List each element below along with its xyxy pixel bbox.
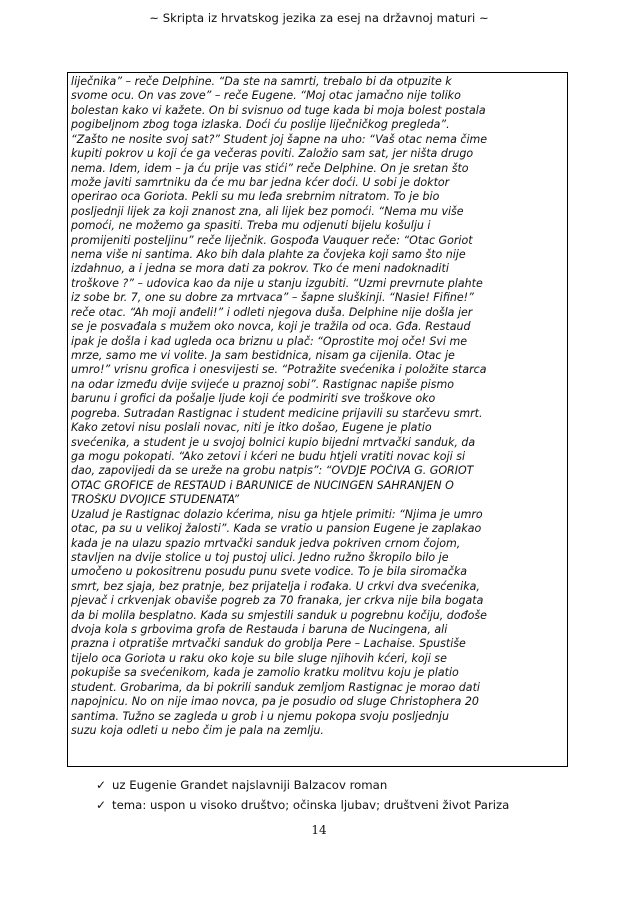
excerpt-line: napojnicu. No on nije imao novca, pa je posudio od sluge Christophera 20 [71, 695, 479, 709]
excerpt-line: svome ocu. On vas zove” – reče Eugene. “Moj otac jamačno nije toliko [71, 89, 461, 103]
excerpt-line: troškove ?” – udovica kao da nije u stanju izgubiti. “Uzmi prevrnute plahte [71, 276, 483, 290]
excerpt-line: posljednji lijek za koji znanost zna, ali lijek bez pomoći. “Nema mu više [71, 204, 464, 218]
excerpt-line: prazna i otpratiše mrtvački sanduk do groblja Pere – Lachaise. Spustiše [71, 637, 466, 651]
page-number: 14 [311, 823, 327, 837]
excerpt-line: dao, zapovijedi da se ureže na grobu natpis”: “OVDJE POČIVA G. GORIOT [71, 464, 474, 478]
excerpt-line: barunu i grofici da pošalje ljude koji će podmiriti sve troškove oko [71, 392, 436, 406]
excerpt-line: kupiti pokrov u koji će ga večeras poviti. Založio sam sat, jer ništa drugo [71, 147, 474, 161]
excerpt-line: stavljen na dvije stolice u toj pustoj ulici. Jedno ružno škropilo bilo je [71, 550, 449, 564]
excerpt-line: mrze, samo me vi volite. Ja sam bestidnica, nisam ga cijenila. Otac je [71, 349, 455, 363]
excerpt-line: Uzalud je Rastignac dolazio kćerima, nisu ga htjele primiti: “Njima je umro [71, 507, 483, 521]
page-header: ~ Skripta iz hrvatskog jezika za esej na državnoj maturi ~ [149, 11, 489, 25]
excerpt-line: suzu koja odleti u nebo čim je pala na zemlju. [71, 723, 324, 737]
note-text: uz Eugenie Grandet najslavniji Balzacov roman [112, 778, 388, 792]
excerpt-line: pokupiše sa svećenikom, kada je zamolio kratku molitvu koju je platio [71, 666, 459, 680]
excerpt-line: pogreba. Sutradan Rastignac i student medicine prijavili su starčevu smrt. [71, 406, 483, 420]
excerpt-line: tijelo oca Goriota u raku oko koje su bile sluge njihovih kćeri, koji se [71, 651, 447, 665]
notes-list [96, 775, 509, 815]
excerpt-line: reče otac. “Ah moji anđeli!” i odleti njegova duša. Delphine nije došla jer [71, 305, 473, 319]
checkmark-icon: ✓ [96, 798, 107, 812]
excerpt-line: smrt, bez sjaja, bez pratnje, bez prijatelja i rođaka. U crkvi dva svećenika, [71, 579, 480, 593]
excerpt-line: nema više ni santima. Ako bih dala plahte za čovjeka koji samo što nije [71, 248, 466, 262]
excerpt-line: student. Grobarima, da bi pokrili sanduk zemljom Rastignac je morao dati [71, 680, 480, 694]
excerpt-line: da bi molila besplatno. Kada su smjestili sanduk u pogrebnu kočiju, dođoše [71, 608, 487, 622]
excerpt-line: TROŠKU DVOJICE STUDENATA” [71, 493, 240, 507]
note-item [96, 775, 509, 795]
excerpt-line: ga mogu pokopati. “Ako zetovi i kćeri ne budu htjeli vratiti novac koji si [71, 449, 466, 463]
excerpt-line: promijeniti posteljinu” reče liječnik. Gospođa Vauquer reče: “Otac Goriot [71, 233, 473, 247]
excerpt-line: svećenika, a student je u svojoj bolnici kupio bijedni mrtvački sanduk, da [71, 435, 476, 449]
excerpt-line: bolestan kako vi kažete. On bi svisnuo od tuge kada bi moja bolest postala [71, 103, 486, 117]
excerpt-box [67, 72, 568, 767]
excerpt-line: “Zašto ne nosite svoj sat?” Student joj šapne na uho: “Vaš otac nema čime [71, 132, 488, 146]
excerpt-line: ipak je došla i kad ugleda oca briznu u plač: “Oprostite moj oče! Svi me [71, 334, 468, 348]
note-text: tema: uspon u visoko društvo; očinska ljubav; društveni život Pariza [112, 798, 510, 812]
excerpt-line: pjevač i crkvenjak obaviše pogreb za 70 franaka, jer crkva nije bila bogata [71, 594, 484, 608]
excerpt-line: se je posvađala s mužem oko novca, koji je tražila od oca. Gđa. Restaud [71, 320, 471, 334]
excerpt-line: na odar između dvije svijeće u praznoj sobi”. Rastignac napiše pismo [71, 377, 454, 391]
excerpt-line: kada je na ulazu spazio mrtvački sanduk jedva pokriven crnom čojom, [71, 536, 461, 550]
excerpt-line: Kako zetovi nisu poslali novac, niti je itko došao, Eugene je platio [71, 421, 432, 435]
excerpt-line: operirao oca Goriota. Pekli su mu leđa srebrnim nitratom. To je bio [71, 190, 440, 204]
excerpt-line: umočeno u pokositrenu posudu punu svete vodice. To je bila siromačka [71, 565, 468, 579]
excerpt-line: izdahnuo, a i jedna se mora dati za pokrov. Tko će meni nadoknaditi [71, 262, 449, 276]
excerpt-line: liječnika” – reče Delphine. “Da ste na samrti, trebalo bi da otpuzite k [71, 75, 452, 88]
note-item [96, 795, 509, 815]
excerpt-line: umro!” vrisnu grofica i onesvijesti se. “Potražite svećenika i položite starca [71, 363, 487, 377]
excerpt-line: pomoći, ne možemo ga spasiti. Treba mu odjenuti bijelu košulju i [71, 219, 431, 233]
excerpt-line: pogibeljnom zbog toga izlaska. Doći ću poslije liječničkog pregleda”. [71, 118, 450, 132]
excerpt-line: iz sobe br. 7, one su dobre za mrtvaca” – šapne sluškinji. “Nasie! Fifine!” [71, 291, 474, 305]
excerpt-line: otac, pa su u velikoj žalosti”. Kada se vratio u pansion Eugene je zaplakao [71, 522, 482, 536]
checkmark-icon: ✓ [96, 778, 107, 792]
excerpt-line: OTAC GROFICE de RESTAUD i BARUNICE de NUCINGEN SAHRANJEN O [71, 478, 454, 492]
excerpt-line: nema. Idem, idem – ja ću prije vas stići” reče Delphine. On je sretan što [71, 161, 469, 175]
excerpt-line: santima. Tužno se zagleda u grob i u njemu pokopa svoju posljednju [71, 709, 449, 723]
excerpt-line: može javiti samrtniku da će mu bar jedna kćer doći. U sobi je doktor [71, 175, 450, 189]
excerpt-line: dvoja kola s grbovima grofa de Restauda i baruna de Nucingena, ali [71, 623, 448, 637]
